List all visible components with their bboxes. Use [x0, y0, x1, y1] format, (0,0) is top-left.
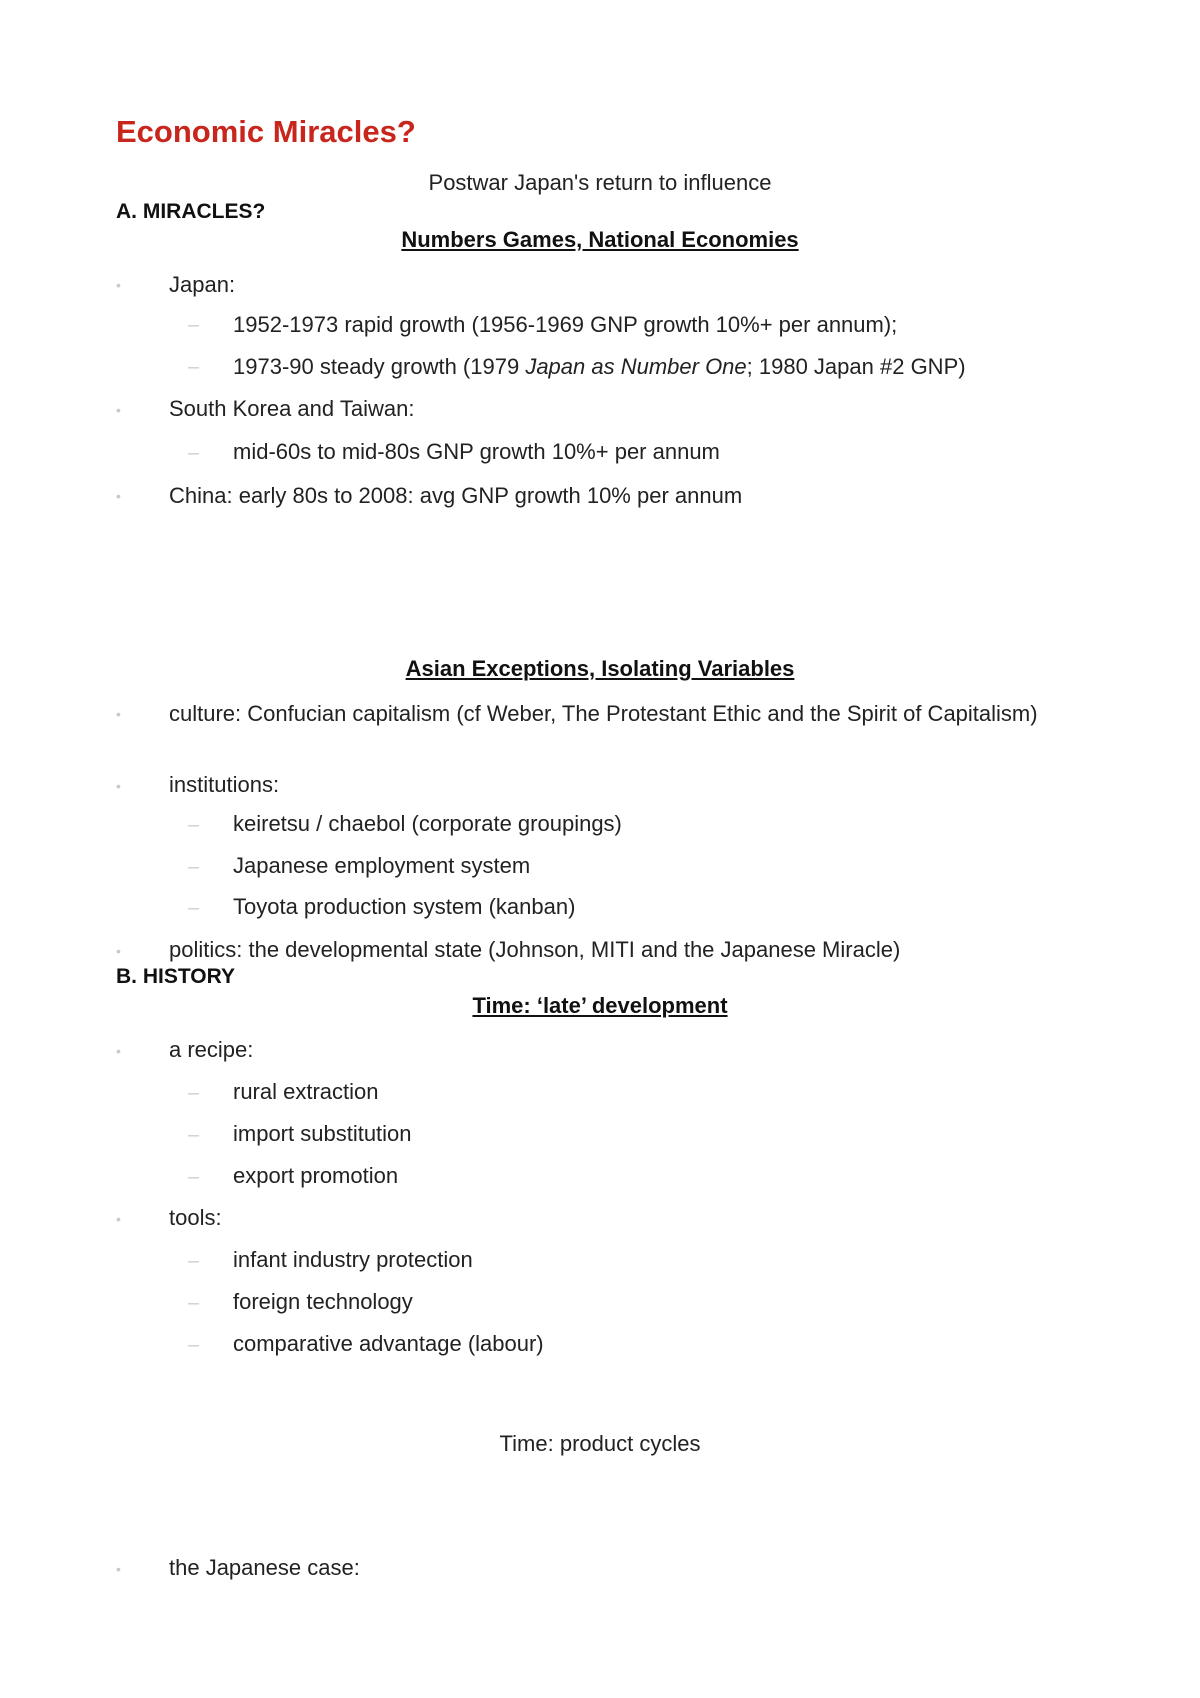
dash-icon: –	[188, 1292, 200, 1314]
list-item-tools: tools:	[169, 1205, 222, 1230]
book-title: Japan as Number One	[525, 354, 747, 379]
dash-icon: –	[188, 314, 200, 336]
list-subitem-import: import substitution	[233, 1121, 412, 1146]
dash-icon: –	[188, 1124, 200, 1146]
list-subitem-toyota: Toyota production system (kanban)	[233, 894, 576, 919]
list-subitem-comparative: comparative advantage (labour)	[233, 1331, 544, 1356]
dash-icon: –	[188, 442, 200, 464]
list-item-china: China: early 80s to 2008: avg GNP growth 10% per annum	[169, 483, 743, 508]
list-subitem-infant: infant industry protection	[233, 1247, 473, 1272]
bullet-icon: •	[116, 488, 121, 504]
list-item-recipe: a recipe:	[169, 1037, 254, 1062]
dash-icon: –	[188, 1334, 200, 1356]
section-a-heading: A. MIRACLES?	[116, 200, 266, 223]
bullet-icon: •	[116, 943, 121, 959]
bullet-icon: •	[116, 402, 121, 418]
heading-numbers-games: Numbers Games, National Economies	[401, 227, 799, 252]
list-item-politics: politics: the developmental state (Johnson, MITI and the Japanese Miracle)	[169, 937, 901, 962]
list-subitem-japan-rapid: 1952-1973 rapid growth (1956-1969 GNP growth 10%+ per annum);	[233, 312, 898, 337]
heading-time-late-development: Time: ‘late’ development	[472, 993, 728, 1018]
list-item-japanese-case: the Japanese case:	[169, 1555, 360, 1580]
bullet-icon: •	[116, 706, 121, 722]
dash-icon: –	[188, 356, 200, 378]
dash-icon: –	[188, 1250, 200, 1272]
bullet-icon: •	[116, 1211, 121, 1227]
dash-icon: –	[188, 1082, 200, 1104]
list-item-japan: Japan:	[169, 272, 236, 297]
dash-icon: –	[188, 856, 200, 878]
list-subitem-keiretsu: keiretsu / chaebol (corporate groupings)	[233, 811, 622, 836]
list-subitem-skt-growth: mid-60s to mid-80s GNP growth 10%+ per annum	[233, 439, 720, 464]
list-subitem-rural: rural extraction	[233, 1079, 379, 1104]
list-subitem-export: export promotion	[233, 1163, 399, 1188]
page-subtitle: Postwar Japan's return to influence	[428, 170, 772, 195]
list-item-institutions: institutions:	[169, 772, 280, 797]
text-run: 1973-90 steady growth (1979	[233, 354, 526, 379]
list-item-south-korea-taiwan: South Korea and Taiwan:	[169, 396, 415, 421]
dash-icon: –	[188, 814, 200, 836]
bullet-icon: •	[116, 1561, 121, 1577]
list-subitem-foreign: foreign technology	[233, 1289, 413, 1314]
bullet-icon: •	[116, 778, 121, 794]
text-run: ; 1980 Japan #2 GNP)	[746, 354, 966, 379]
dash-icon: –	[188, 1166, 200, 1188]
heading-asian-exceptions: Asian Exceptions, Isolating Variables	[405, 656, 795, 681]
heading-time-product-cycles: Time: product cycles	[499, 1431, 701, 1456]
bullet-icon: •	[116, 1043, 121, 1059]
page-title: Economic Miracles?	[116, 114, 416, 149]
dash-icon: –	[188, 897, 200, 919]
list-item-culture: culture: Confucian capitalism (cf Weber, The Protestant Ethic and the Spirit of Capitalism)	[169, 701, 1038, 726]
section-b-heading: B. HISTORY	[116, 965, 236, 988]
bullet-icon: •	[116, 277, 121, 293]
list-subitem-employment: Japanese employment system	[233, 853, 531, 878]
list-subitem-japan-steady	[233, 354, 966, 380]
